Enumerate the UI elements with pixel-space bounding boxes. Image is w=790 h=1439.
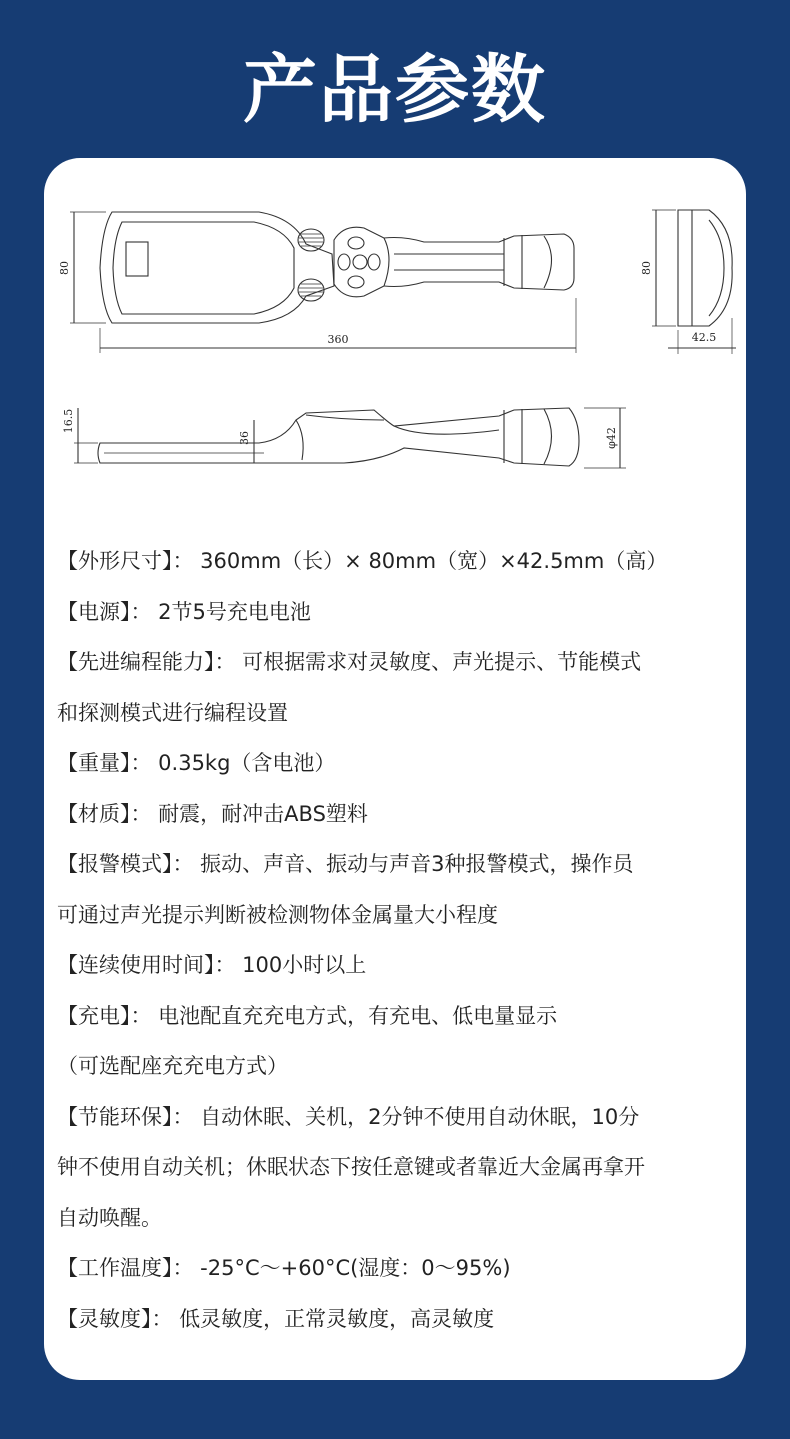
- front-view-tip-label: 16.5: [62, 408, 75, 434]
- spec-line: 【充电】： 电池配直充充电方式，有充电、低电量显示: [57, 1003, 558, 1028]
- spec-line: 【先进编程能力】： 可根据需求对灵敏度、声光提示、节能模式: [57, 650, 642, 674]
- top-view-width-label: 80: [58, 261, 71, 275]
- spec-line: 可通过声光提示判断被检测物体金属量大小程度: [57, 902, 498, 927]
- side-view-depth-label: 42.5: [691, 331, 717, 344]
- front-view-handle-label: φ42: [605, 427, 618, 449]
- spec-line: 【材质】： 耐震，耐冲击ABS塑料: [57, 801, 368, 826]
- front-view-neck-label: 36: [238, 431, 251, 445]
- spec-line: 【节能环保】： 自动休眠、关机，2分钟不使用自动休眠，10分: [57, 1104, 640, 1129]
- spec-line: 自动唤醒。: [57, 1205, 162, 1230]
- top-view-length-label: 360: [327, 333, 349, 346]
- spec-line: 【外形尺寸】： 360mm（长）× 80mm（宽）×42.5mm（高）: [57, 549, 668, 573]
- spec-line: 【报警模式】： 振动、声音、振动与声音3种报警模式，操作员: [57, 852, 634, 876]
- spec-line: （可选配座充充电方式）: [57, 1054, 288, 1078]
- page-title: 产品参数: [243, 47, 547, 133]
- spec-line: 【电源】： 2节5号充电电池: [57, 599, 311, 624]
- top-view-drawing: [70, 212, 576, 353]
- spec-line: 【连续使用时间】： 100小时以上: [57, 953, 367, 977]
- spec-list: [57, 536, 737, 1344]
- spec-line: 和探测模式进行编程设置: [57, 700, 288, 725]
- spec-card: [44, 158, 746, 1380]
- spec-line: 【重量】： 0.35kg（含电池）: [57, 751, 336, 775]
- spec-line: 【灵敏度】： 低灵敏度，正常灵敏度，高灵敏度: [57, 1306, 495, 1331]
- front-view-drawing: [74, 408, 626, 468]
- spec-line: 钟不使用自动关机；休眠状态下按任意键或者靠近大金属再拿开: [57, 1155, 645, 1179]
- spec-line: 【工作温度】： -25°C～+60°C(湿度：0～95%): [57, 1256, 511, 1280]
- side-view-height-label: 80: [640, 261, 653, 275]
